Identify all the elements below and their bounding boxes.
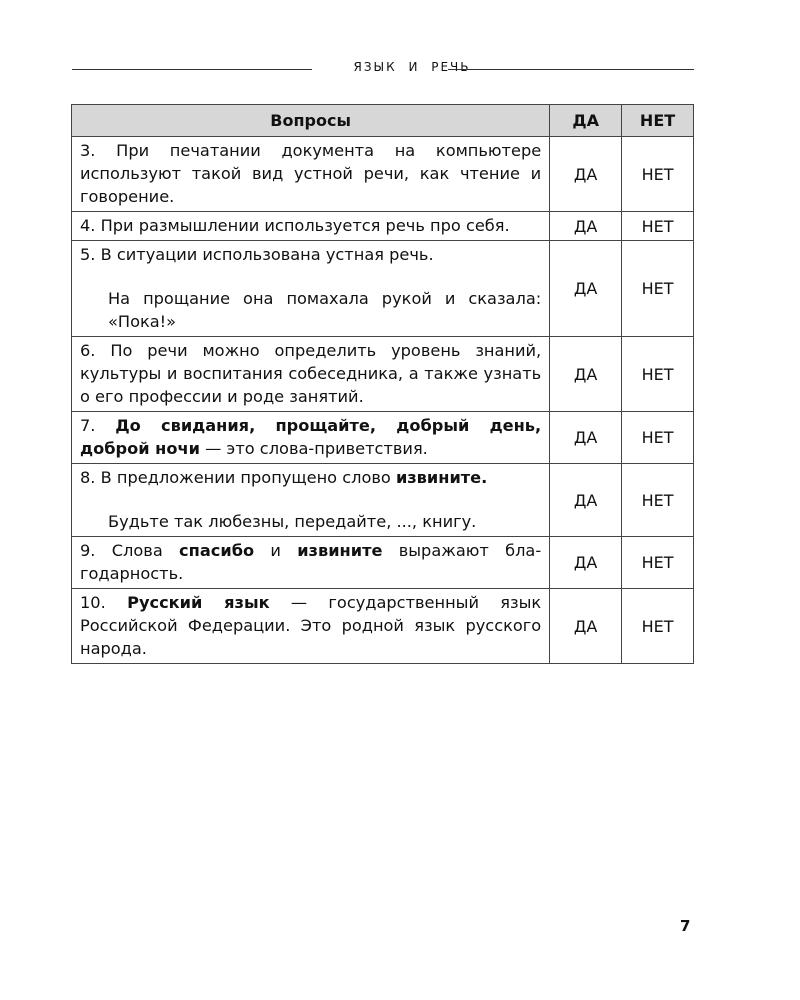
- question-text: — государственный язык Российской Федерации. Это родной язык русского народа.: [80, 593, 542, 658]
- table-header-row: [72, 105, 694, 137]
- answer-yes[interactable]: ДА: [550, 241, 622, 337]
- question-cell: [72, 464, 550, 537]
- answer-yes[interactable]: ДА: [550, 464, 622, 537]
- question-bold-words: Русский язык: [127, 593, 270, 612]
- header-no: НЕТ: [622, 105, 694, 137]
- questions-table: [71, 104, 694, 664]
- header-title: ЯЗЫК И РЕЧЬ: [353, 60, 471, 74]
- question-bold-words: извините.: [395, 468, 488, 487]
- header-questions: Вопросы: [72, 105, 550, 137]
- question-cell: [72, 212, 550, 241]
- answer-no[interactable]: НЕТ: [622, 212, 694, 241]
- answer-no[interactable]: НЕТ: [622, 241, 694, 337]
- question-number: 10.: [80, 593, 106, 612]
- question-cell: [72, 412, 550, 464]
- answer-yes[interactable]: ДА: [550, 412, 622, 464]
- question-bold-words: спасибо: [179, 541, 255, 560]
- answer-yes[interactable]: ДА: [550, 137, 622, 212]
- question-text: — это слова-приветствия.: [199, 439, 428, 458]
- answer-yes[interactable]: ДА: [550, 337, 622, 412]
- example-sentence: Будьте так любезны, передайте, ..., книгу.: [108, 512, 477, 531]
- question-number: 8.: [80, 468, 96, 487]
- question-number: 7.: [80, 416, 96, 435]
- header-rule-left: [72, 69, 312, 70]
- table-row: [72, 589, 694, 664]
- header-yes: ДА: [550, 105, 622, 137]
- question-text: Слова: [111, 541, 180, 560]
- question-text: При печатании документа на компьютере используют такой вид устной речи, как чтение и говорение.: [80, 141, 542, 206]
- question-cell: [72, 537, 550, 589]
- table-row: [72, 212, 694, 241]
- question-text: В ситуации использована устная речь.: [100, 245, 434, 264]
- answer-no[interactable]: НЕТ: [622, 412, 694, 464]
- page-number: 7: [680, 917, 691, 935]
- question-number: 4.: [80, 216, 96, 235]
- header-rule-right: [448, 69, 694, 70]
- answer-no[interactable]: НЕТ: [622, 337, 694, 412]
- table-row: [72, 337, 694, 412]
- example-sentence: На прощание она помахала рукой и сказала: «Пока!»: [108, 289, 542, 331]
- question-text: и: [254, 541, 298, 560]
- question-bold-words: До свидания, прощайте, добрый день, доброй ночи: [80, 416, 542, 458]
- answer-yes[interactable]: ДА: [550, 537, 622, 589]
- question-text: В предложении пропущено слово: [100, 468, 396, 487]
- question-cell: [72, 337, 550, 412]
- question-text: выражают благодарность.: [80, 541, 542, 583]
- answer-yes[interactable]: ДА: [550, 589, 622, 664]
- table-row: [72, 412, 694, 464]
- answer-yes[interactable]: ДА: [550, 212, 622, 241]
- running-header: [72, 60, 694, 80]
- table-row: [72, 537, 694, 589]
- question-number: 3.: [80, 141, 96, 160]
- question-cell: [72, 137, 550, 212]
- question-number: 5.: [80, 245, 96, 264]
- question-text: При размышлении используется речь про себя.: [100, 216, 510, 235]
- question-cell: [72, 589, 550, 664]
- table-row: [72, 241, 694, 337]
- answer-no[interactable]: НЕТ: [622, 464, 694, 537]
- table-row: [72, 137, 694, 212]
- answer-no[interactable]: НЕТ: [622, 137, 694, 212]
- question-text: По речи можно определить уровень знаний, культуры и воспитания собеседника, а также узнать о его профессии и роде занятий.: [80, 341, 542, 406]
- question-bold-words: извините: [297, 541, 383, 560]
- question-number: 6.: [80, 341, 96, 360]
- answer-no[interactable]: НЕТ: [622, 537, 694, 589]
- answer-no[interactable]: НЕТ: [622, 589, 694, 664]
- table-row: [72, 464, 694, 537]
- question-number: 9.: [80, 541, 96, 560]
- question-cell: [72, 241, 550, 337]
